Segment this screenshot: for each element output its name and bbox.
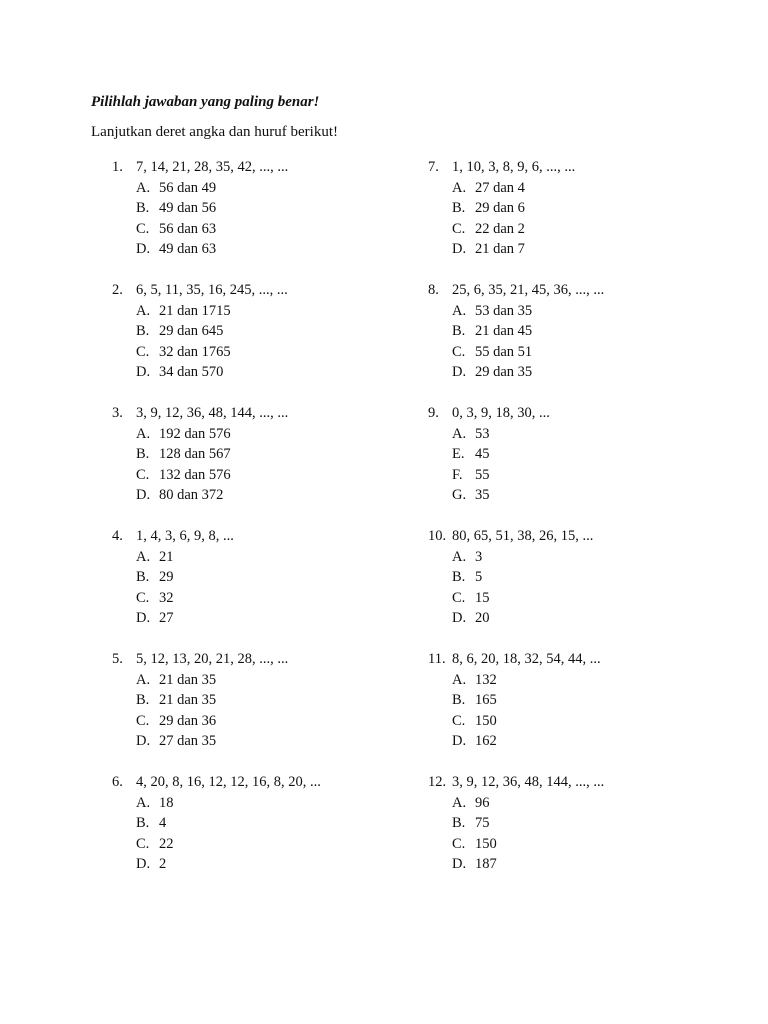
option-letter: B. xyxy=(136,815,150,832)
option-text: 132 dan 576 xyxy=(159,466,231,483)
option-text: 32 xyxy=(159,589,174,606)
option-text: 96 xyxy=(475,794,490,811)
answer-option xyxy=(136,670,442,691)
option-text: 53 dan 35 xyxy=(475,302,533,319)
answer-option xyxy=(136,793,442,814)
option-letter: F. xyxy=(452,466,463,483)
option-text: 162 xyxy=(475,733,497,750)
option-list xyxy=(452,547,758,629)
question-sequence: 6, 5, 11, 35, 16, 245, ..., ... xyxy=(136,282,288,298)
question-line xyxy=(428,403,758,424)
question-item xyxy=(428,772,758,895)
answer-option xyxy=(452,567,758,588)
option-letter: C. xyxy=(452,712,466,729)
option-letter: D. xyxy=(136,364,151,381)
option-letter: D. xyxy=(136,610,151,627)
option-text: 35 xyxy=(475,487,490,504)
question-number: 6. xyxy=(112,774,123,790)
answer-option xyxy=(136,424,442,445)
option-letter: D. xyxy=(136,241,151,258)
answer-option xyxy=(136,362,442,383)
option-letter: G. xyxy=(452,487,467,504)
answer-option xyxy=(136,813,442,834)
option-text: 45 xyxy=(475,446,490,463)
option-letter: B. xyxy=(452,692,466,709)
question-sequence: 3, 9, 12, 36, 48, 144, ..., ... xyxy=(452,774,605,790)
option-text: 55 xyxy=(475,466,490,483)
question-item xyxy=(112,157,442,280)
option-text: 53 xyxy=(475,425,490,442)
option-list xyxy=(136,301,442,383)
option-text: 27 xyxy=(159,610,174,627)
option-list xyxy=(136,793,442,875)
option-list xyxy=(452,178,758,260)
option-text: 29 dan 35 xyxy=(475,364,533,381)
question-sequence: 1, 10, 3, 8, 9, 6, ..., ... xyxy=(452,159,576,175)
option-letter: B. xyxy=(136,569,150,586)
question-line xyxy=(428,157,758,178)
answer-option xyxy=(452,485,758,506)
answer-option xyxy=(136,198,442,219)
option-text: 128 dan 567 xyxy=(159,446,231,463)
answer-option xyxy=(452,547,758,568)
option-text: 56 dan 63 xyxy=(159,220,217,237)
option-text: 22 xyxy=(159,835,174,852)
option-letter: D. xyxy=(452,241,467,258)
option-letter: D. xyxy=(452,610,467,627)
answer-option xyxy=(452,219,758,240)
option-text: 29 dan 6 xyxy=(475,200,525,217)
option-list xyxy=(136,424,442,506)
option-letter: C. xyxy=(452,343,466,360)
option-letter: C. xyxy=(136,343,150,360)
question-line xyxy=(428,772,758,793)
question-column-right xyxy=(428,157,758,895)
answer-option xyxy=(136,711,442,732)
option-letter: A. xyxy=(452,302,467,319)
question-line xyxy=(112,157,442,178)
answer-option xyxy=(452,608,758,629)
question-item xyxy=(428,649,758,772)
option-letter: A. xyxy=(452,671,467,688)
answer-option xyxy=(136,567,442,588)
answer-option xyxy=(452,793,758,814)
question-item xyxy=(112,526,442,649)
option-list xyxy=(452,301,758,383)
answer-option xyxy=(452,444,758,465)
option-letter: A. xyxy=(452,179,467,196)
answer-option xyxy=(136,239,442,260)
question-item xyxy=(112,649,442,772)
option-list xyxy=(136,670,442,752)
page-title: Pilihlah jawaban yang paling benar! xyxy=(91,94,320,110)
answer-option xyxy=(136,219,442,240)
option-list xyxy=(136,547,442,629)
question-item xyxy=(428,403,758,526)
answer-option xyxy=(136,178,442,199)
option-text: 150 xyxy=(475,712,497,729)
answer-option xyxy=(136,321,442,342)
answer-option xyxy=(136,485,442,506)
option-text: 34 dan 570 xyxy=(159,364,224,381)
option-text: 29 xyxy=(159,569,174,586)
option-text: 15 xyxy=(475,589,490,606)
answer-option xyxy=(452,465,758,486)
question-number: 9. xyxy=(428,405,439,421)
option-list xyxy=(452,793,758,875)
answer-option xyxy=(452,670,758,691)
question-line xyxy=(428,649,758,670)
option-letter: E. xyxy=(452,446,465,463)
option-text: 75 xyxy=(475,815,490,832)
option-text: 20 xyxy=(475,610,490,627)
question-number: 12. xyxy=(428,774,447,790)
question-item xyxy=(428,526,758,649)
option-letter: D. xyxy=(452,733,467,750)
answer-option xyxy=(136,608,442,629)
question-item xyxy=(428,280,758,403)
option-letter: B. xyxy=(136,692,150,709)
answer-option xyxy=(452,588,758,609)
question-line xyxy=(112,403,442,424)
question-item xyxy=(428,157,758,280)
question-sequence: 7, 14, 21, 28, 35, 42, ..., ... xyxy=(136,159,289,175)
question-number: 7. xyxy=(428,159,439,175)
option-text: 132 xyxy=(475,671,497,688)
option-text: 21 dan 1715 xyxy=(159,302,231,319)
option-letter: B. xyxy=(136,446,150,463)
option-letter: A. xyxy=(136,548,151,565)
answer-option xyxy=(136,731,442,752)
option-list xyxy=(452,424,758,506)
option-text: 49 dan 56 xyxy=(159,200,217,217)
option-letter: D. xyxy=(452,364,467,381)
option-letter: C. xyxy=(136,835,150,852)
question-line xyxy=(428,526,758,547)
option-text: 21 dan 35 xyxy=(159,671,217,688)
option-list xyxy=(452,670,758,752)
option-letter: C. xyxy=(136,466,150,483)
answer-option xyxy=(136,342,442,363)
question-item xyxy=(112,772,442,895)
option-text: 21 dan 7 xyxy=(475,241,525,258)
option-letter: A. xyxy=(136,425,151,442)
option-letter: A. xyxy=(136,671,151,688)
answer-option xyxy=(136,465,442,486)
question-sequence: 1, 4, 3, 6, 9, 8, ... xyxy=(136,528,234,544)
option-text: 18 xyxy=(159,794,174,811)
question-number: 8. xyxy=(428,282,439,298)
option-text: 165 xyxy=(475,692,497,709)
option-letter: A. xyxy=(136,302,151,319)
answer-option xyxy=(452,834,758,855)
option-letter: B. xyxy=(452,815,466,832)
option-text: 5 xyxy=(475,569,483,586)
question-number: 11. xyxy=(428,651,446,667)
option-letter: B. xyxy=(136,323,150,340)
option-text: 29 dan 645 xyxy=(159,323,224,340)
question-number: 1. xyxy=(112,159,123,175)
question-line xyxy=(112,649,442,670)
question-number: 2. xyxy=(112,282,123,298)
answer-option xyxy=(452,690,758,711)
answer-option xyxy=(136,690,442,711)
option-text: 27 dan 35 xyxy=(159,733,217,750)
question-number: 10. xyxy=(428,528,447,544)
question-number: 5. xyxy=(112,651,123,667)
option-text: 22 dan 2 xyxy=(475,220,525,237)
question-sequence: 25, 6, 35, 21, 45, 36, ..., ... xyxy=(452,282,605,298)
question-line xyxy=(112,526,442,547)
answer-option xyxy=(452,321,758,342)
question-line xyxy=(112,772,442,793)
option-text: 80 dan 372 xyxy=(159,487,224,504)
question-column-left xyxy=(112,157,442,895)
answer-option xyxy=(452,711,758,732)
option-letter: B. xyxy=(452,323,466,340)
option-letter: C. xyxy=(452,220,466,237)
option-letter: D. xyxy=(452,856,467,873)
question-sequence: 0, 3, 9, 18, 30, ... xyxy=(452,405,550,421)
answer-option xyxy=(452,424,758,445)
option-text: 150 xyxy=(475,835,497,852)
question-item xyxy=(112,280,442,403)
option-text: 27 dan 4 xyxy=(475,179,525,196)
option-text: 2 xyxy=(159,856,167,873)
option-letter: A. xyxy=(136,179,151,196)
answer-option xyxy=(452,731,758,752)
option-letter: C. xyxy=(136,712,150,729)
answer-option xyxy=(452,178,758,199)
question-line xyxy=(112,280,442,301)
question-number: 4. xyxy=(112,528,123,544)
option-letter: C. xyxy=(136,589,150,606)
question-line xyxy=(428,280,758,301)
answer-option xyxy=(452,362,758,383)
option-text: 21 dan 45 xyxy=(475,323,533,340)
answer-option xyxy=(452,813,758,834)
answer-option xyxy=(452,301,758,322)
answer-option xyxy=(136,834,442,855)
answer-option xyxy=(136,444,442,465)
option-text: 56 dan 49 xyxy=(159,179,217,196)
option-letter: D. xyxy=(136,487,151,504)
option-text: 21 xyxy=(159,548,174,565)
question-sequence: 5, 12, 13, 20, 21, 28, ..., ... xyxy=(136,651,289,667)
option-text: 192 dan 576 xyxy=(159,425,231,442)
option-text: 3 xyxy=(475,548,483,565)
option-letter: B. xyxy=(452,200,466,217)
option-text: 187 xyxy=(475,856,497,873)
answer-option xyxy=(136,854,442,875)
option-letter: A. xyxy=(452,425,467,442)
option-list xyxy=(136,178,442,260)
answer-option xyxy=(452,239,758,260)
option-letter: A. xyxy=(452,548,467,565)
answer-option xyxy=(136,588,442,609)
option-letter: D. xyxy=(136,856,151,873)
question-item xyxy=(112,403,442,526)
option-text: 21 dan 35 xyxy=(159,692,217,709)
question-sequence: 8, 6, 20, 18, 32, 54, 44, ... xyxy=(452,651,601,667)
option-letter: A. xyxy=(136,794,151,811)
option-text: 55 dan 51 xyxy=(475,343,533,360)
answer-option xyxy=(452,854,758,875)
option-letter: C. xyxy=(452,589,466,606)
answer-option xyxy=(136,547,442,568)
answer-option xyxy=(452,198,758,219)
option-text: 4 xyxy=(159,815,167,832)
option-letter: D. xyxy=(136,733,151,750)
option-letter: B. xyxy=(452,569,466,586)
answer-option xyxy=(136,301,442,322)
option-letter: C. xyxy=(136,220,150,237)
question-number: 3. xyxy=(112,405,123,421)
question-sequence: 3, 9, 12, 36, 48, 144, ..., ... xyxy=(136,405,289,421)
option-letter: C. xyxy=(452,835,466,852)
question-sequence: 4, 20, 8, 16, 12, 12, 16, 8, 20, ... xyxy=(136,774,321,790)
option-text: 49 dan 63 xyxy=(159,241,217,258)
option-text: 32 dan 1765 xyxy=(159,343,231,360)
option-text: 29 dan 36 xyxy=(159,712,217,729)
option-letter: A. xyxy=(452,794,467,811)
option-letter: B. xyxy=(136,200,150,217)
question-sequence: 80, 65, 51, 38, 26, 15, ... xyxy=(452,528,594,544)
answer-option xyxy=(452,342,758,363)
instruction-text: Lanjutkan deret angka dan huruf berikut! xyxy=(91,124,338,140)
